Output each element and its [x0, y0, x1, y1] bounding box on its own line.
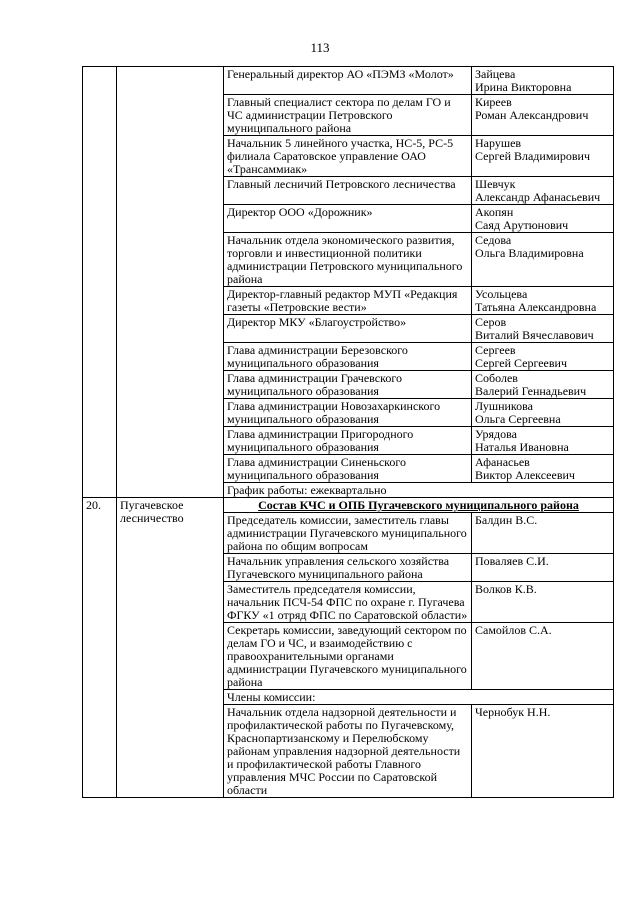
table-row	[83, 498, 614, 513]
member-position: Глава администрации Новозахаркинского муниципального образования	[224, 399, 472, 427]
member-position: Начальник отдела надзорной деятельности и профилактической работы по Пугачевскому, Краснопартизанскому и Перелюбскому районам управления надзорной деятельности и профилактической работы Главного управления МЧС России по Саратовской области	[224, 705, 472, 798]
member-position: Глава администрации Синеньского муниципального образования	[224, 455, 472, 483]
member-position: Глава администрации Пригородного муниципального образования	[224, 427, 472, 455]
member-position: Начальник управления сельского хозяйства Пугачевского муниципального района	[224, 554, 472, 582]
member-position: Директор МКУ «Благоустройство»	[224, 315, 472, 343]
member-name: Серов Виталий Вячеславович	[472, 315, 614, 343]
table-row	[83, 67, 614, 95]
member-position: Главный специалист сектора по делам ГО и ЧС администрации Петровского муниципального района	[224, 95, 472, 136]
member-position: Генеральный директор АО «ПЭМЗ «Молот»	[224, 67, 472, 95]
member-position: Начальник 5 линейного участка, НС-5, РС-5 филиала Саратовское управление ОАО «Трансаммиак»	[224, 136, 472, 177]
member-position: Заместитель председателя комиссии, начальник ПСЧ-54 ФПС по охране г. Пугачева ФГКУ «1 отряд ФПС по Саратовской области»	[224, 582, 472, 623]
members-label: Члены комиссии:	[224, 690, 614, 705]
member-name: Чернобук Н.Н.	[472, 705, 614, 798]
member-name: Поваляев С.И.	[472, 554, 614, 582]
member-name: Седова Ольга Владимировна	[472, 233, 614, 287]
member-position: Начальник отдела экономического развития, торговли и инвестиционной политики администрации Петровского муниципального района	[224, 233, 472, 287]
section-number: 20.	[83, 498, 117, 798]
schedule-note: График работы: ежеквартально	[224, 483, 614, 498]
member-name: Сергеев Сергей Сергеевич	[472, 343, 614, 371]
page-number: 113	[310, 40, 330, 55]
forestry-cell	[117, 67, 224, 498]
member-name: Самойлов С.А.	[472, 623, 614, 690]
member-name: Лушникова Ольга Сергеевна	[472, 399, 614, 427]
member-position: Главный лесничий Петровского лесничества	[224, 177, 472, 205]
member-name: Соболев Валерий Геннадьевич	[472, 371, 614, 399]
commission-table	[82, 66, 614, 798]
member-name: Волков К.В.	[472, 582, 614, 623]
member-name: Киреев Роман Александрович	[472, 95, 614, 136]
member-name: Зайцева Ирина Викторовна	[472, 67, 614, 95]
member-name: Акопян Саяд Арутюнович	[472, 205, 614, 233]
member-name: Усольцева Татьяна Александровна	[472, 287, 614, 315]
member-position: Директор ООО «Дорожник»	[224, 205, 472, 233]
member-position: Секретарь комиссии, заведующий сектором по делам ГО и ЧС, и взаимодействию с правоохранительными органами администрации Пугачевского муниципального района	[224, 623, 472, 690]
member-position: Глава администрации Грачевского муниципального образования	[224, 371, 472, 399]
member-name: Шевчук Александр Афанасьевич	[472, 177, 614, 205]
commission-header: Состав КЧС и ОПБ Пугачевского муниципального района	[224, 498, 614, 513]
member-name: Нарушев Сергей Владимирович	[472, 136, 614, 177]
member-name: Балдин В.С.	[472, 513, 614, 554]
member-position: Председатель комиссии, заместитель главы администрации Пугачевского муниципального района по общим вопросам	[224, 513, 472, 554]
member-name: Афанасьев Виктор Алексеевич	[472, 455, 614, 483]
forestry-name: Пугачевское лесничество	[117, 498, 224, 798]
member-name: Урядова Наталья Ивановна	[472, 427, 614, 455]
member-position: Директор-главный редактор МУП «Редакция газеты «Петровские вести»	[224, 287, 472, 315]
number-cell	[83, 67, 117, 498]
member-position: Глава администрации Березовского муниципального образования	[224, 343, 472, 371]
